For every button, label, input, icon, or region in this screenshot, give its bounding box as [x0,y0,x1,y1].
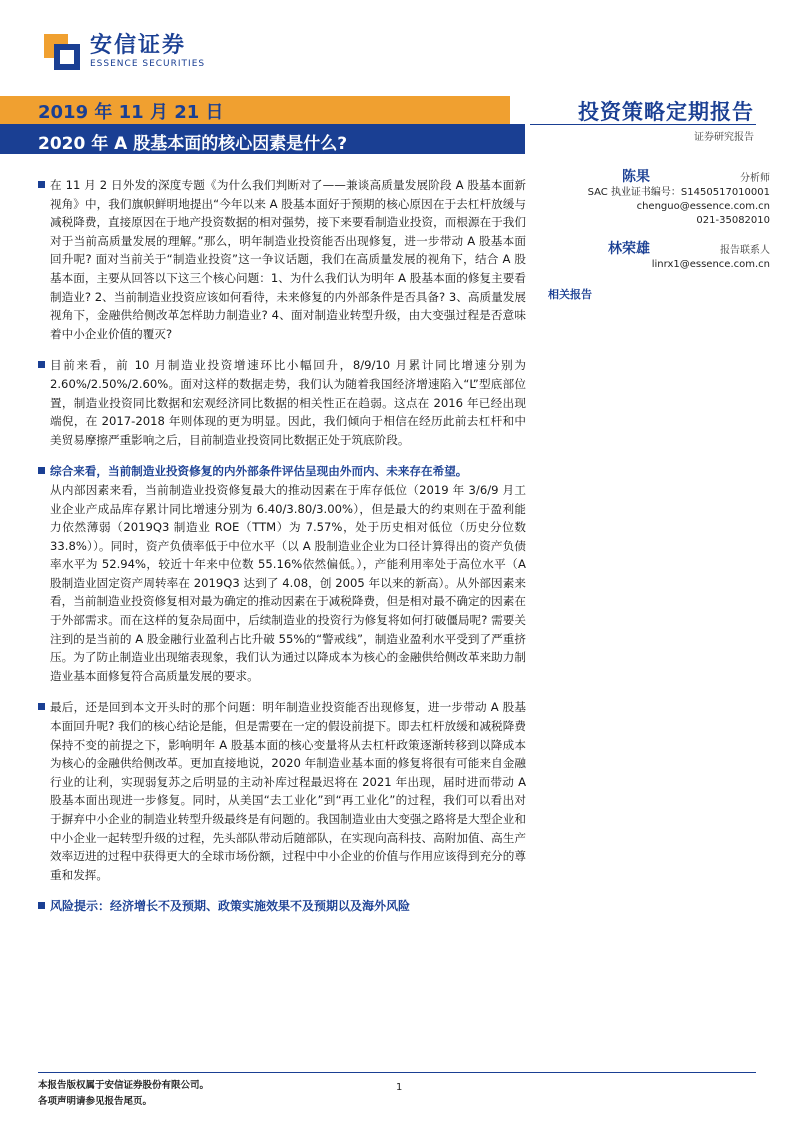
paragraph-4 [38,698,526,884]
analyst-role: 报告联系人 [720,245,770,256]
logo-en-text: ESSENCE SECURITIES [90,59,206,69]
header-right-rule [530,124,756,125]
analyst-phone: 021-35082010 [696,215,770,226]
footer-rule [38,1072,756,1073]
logo-mark-icon [44,34,80,70]
analyst-panel [548,166,770,302]
analyst-name: 林荣雄 [608,241,650,257]
analyst-2 [548,238,770,258]
square-bullet-icon [38,181,45,188]
paragraph-3 [38,462,526,685]
paragraph-text: 在 11 月 2 日外发的深度专题《为什么我们判断对了——兼谈高质量发展阶段 A 股基本面新视角》中，我们旗帜鲜明地提出“今年以来 A 股基本面好于预期的核心原因在于去杠杆放缓与减税降费，直接原因在于地产投资数据的相对强势，接下来要看制造业投资，而根源在于我们对于当前高质量发展的理解。”那么，明年制造业投资能否出现修复，进一步带动 A 股基本面回升呢? 面对当前关于“制造业投资”这一争议话题，我们在高质量发展的视角下，结合 A 股基本面，主要从回答以下这三个核心问题：1、为什么我们认为明年 A 股基本面的修复主要看制造业? 2、当前制造业投资应该如何看待，未来修复的内外部条件是否具备? 3、高质量发展视角下，金融供给侧改革怎样助力制造业? 4、面对制造业转型升级，由大变强过程是否意味着中小企业价值的覆灭? [50,178,526,341]
paragraph-2 [38,356,526,449]
risk-text: 风险提示：经济增长不及预期、政策实施效果不及预期以及海外风险 [50,899,411,914]
main-content [38,176,526,915]
paragraph-text: 目前来看，前 10 月制造业投资增速环比小幅回升，8/9/10 月累计同比增速分别为 2.60%/2.50%/2.60%。面对这样的数据走势，我们认为随着我国经济增速陷入“L”型底部位置，制造业投资同比数据和宏观经济同比数据的相关性正在趋弱。这点在 2016 年已经出现端倪，在 2017-2018 年则体现的更为明显。因此，我们倾向于相信在经历此前去杠杆和中美贸易摩擦严重影响之后，目前制造业投资同比数据正处于筑底阶段。 [50,358,526,447]
report-type: 投资策略定期报告 [578,100,754,124]
analyst-cert: SAC 执业证书编号：S1450517010001 [587,187,770,198]
report-subtype: 证券研究报告 [694,132,754,143]
paragraph-lead: 综合来看，当前制造业投资修复的内外部条件评估呈现由外而内、未来存在希望。 [50,464,468,479]
paragraph-1 [38,176,526,343]
page-number: 1 [396,1082,403,1093]
footer-line-2: 各项声明请参见报告尾页。 [38,1096,153,1107]
report-date: 2019 年 11 月 21 日 [38,102,224,123]
square-bullet-icon [38,902,45,909]
paragraph-text: 最后，还是回到本文开头时的那个问题：明年制造业投资能否出现修复，进一步带动 A 股基本面回升呢? 我们的核心结论是能，但是需要在一定的假设前提下。即去杠杆放缓和减税降费保持不变的前提之下，影响明年 A 股基本面的核心变量将从去杠杆政策逐渐转移到以降成本为核心的金融供给侧改革。更加直接地说，2020 年制造业基本面的修复将很有可能来自金融行业的让利，实现弱复苏之后明显的主动补库过程最迟将在 2021 年出现，届时进而带动 A 股基本面出现进一步修复。同时，从美国“去工业化”到“再工业化”的过程，我们可以看出对于摒弃中小企业的制造业转型升级最终是有问题的。我国制造业由大变强之路将是大型企业和中小企业一起转型升级的过程，先头部队带动后随部队，在实现向高科技、高附加值、高生产效率迈进的过程中获得更大的全球市场份额，过程中中小企业的价值与作用应该得到充分的尊重和发挥。 [50,700,526,882]
square-bullet-icon [38,467,45,474]
analyst-email[interactable]: chenguo@essence.com.cn [636,201,770,212]
analyst-role: 分析师 [740,173,770,184]
analyst-email[interactable]: linrx1@essence.com.cn [651,259,770,270]
square-bullet-icon [38,361,45,368]
logo-cn-text: 安信证券 [90,33,187,58]
related-reports-heading: 相关报告 [548,288,592,301]
analyst-name: 陈果 [622,169,650,185]
square-bullet-icon [38,703,45,710]
analyst-1 [548,166,770,186]
company-logo [44,34,205,70]
footer-line-1: 本报告版权属于安信证券股份有限公司。 [38,1080,210,1091]
report-headline: 2020 年 A 股基本面的核心因素是什么? [38,134,348,154]
footer-disclaimer [38,1078,209,1110]
risk-warning [38,897,526,915]
paragraph-text: 从内部因素来看，当前制造业投资修复最大的推动因素在于库存低位（2019 年 3/6/9 月工业企业产成品库存累计同比增速分别为 6.40/3.80/3.00%），但是最大的约束则在于盈利能力依然薄弱（2019Q3 制造业 ROE（TTM）为 7.57%，处于历史相对低位（历史分位数 33.8%））。同时，资产负债率低于中位水平（以 A 股制造业企业为口径计算得出的资产负债率水平为 52.94%，较近十年来中位数 55.16%依然偏低。），产能利用率处于高位水平（A 股制造业固定资产周转率在 2019Q3 达到了 4.08，创 2005 年以来的新高）。从外部因素来看，当前制造业投资修复相对最为确定的推动因素在于减税降费，但是相对最不确定的因素在于外部需求。而在这样的复杂局面中，后续制造业的投资行为修复将如何打破僵局呢? 需要关注到的是当前的 A 股金融行业盈利占比升破 55%的“警戒线”，制造业盈利水平受到了严重挤压。为了防止制造业出现缩表现象，我们认为通过以降成本为核心的金融供给侧改革来助力制造业基本面修复符合高质量发展的要求。 [50,482,526,683]
